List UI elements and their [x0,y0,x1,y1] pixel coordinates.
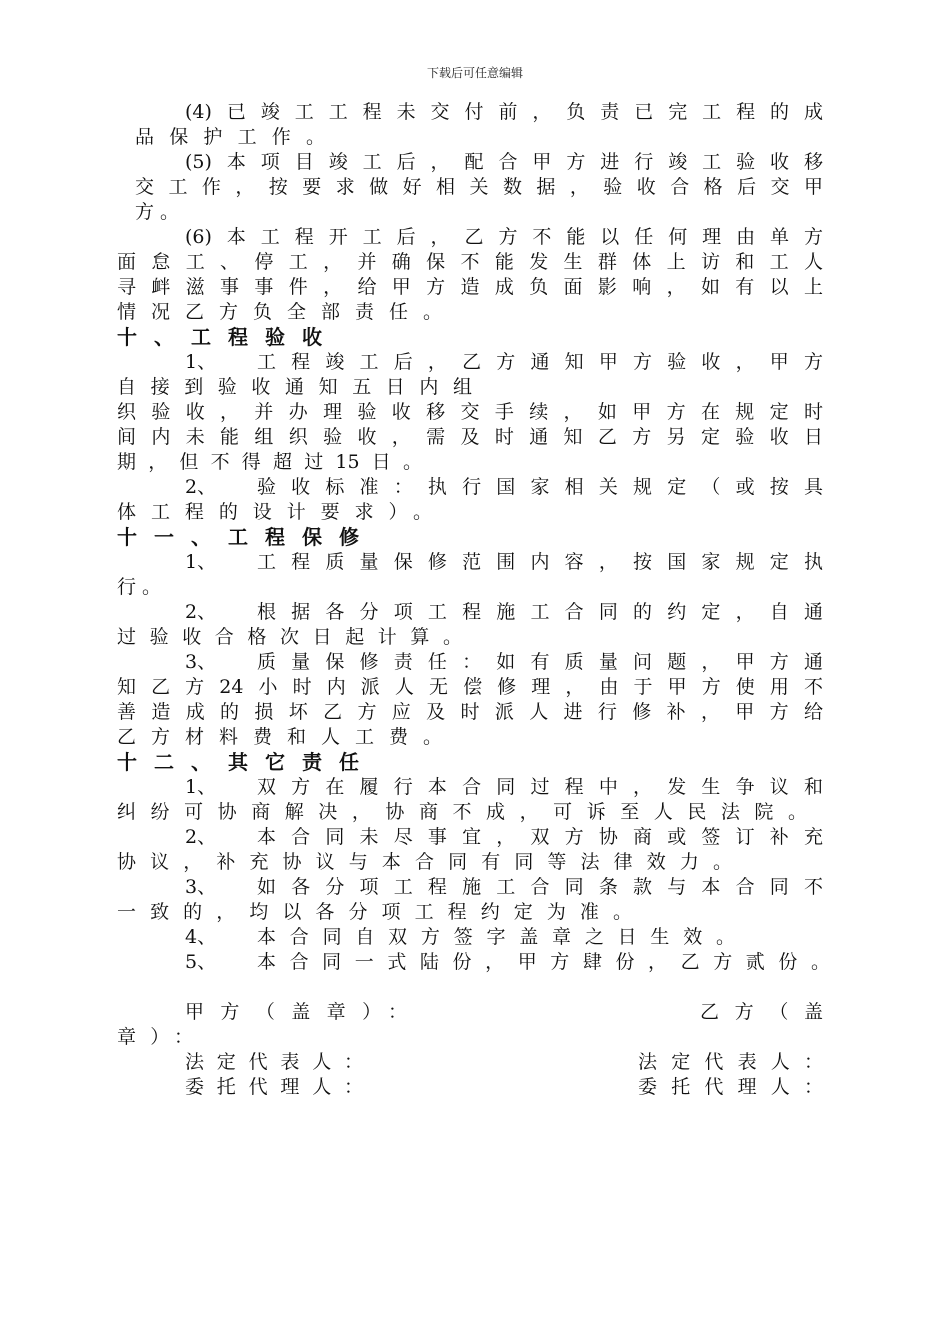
page-header: 下载后可任意编辑 [426,66,523,80]
list-item [185,949,830,975]
party-b-legal-rep: 法定代表人： [638,1051,823,1073]
item-number: 2、 [185,826,217,848]
text-line: 根据各分项工程施工合同的约定，自通 [257,601,823,623]
text-line: (6)本工程开工后，乙方不能以任何理由单方 [185,226,823,248]
text-line: 知乙方24小时内派人无偿修理，由于甲方使用不 [117,676,823,698]
list-item [185,349,823,375]
text-line: 行。 [117,576,168,598]
text-line: 间内未能组织验收，需及时通知乙方另定验收日 [117,426,823,448]
text-line: (5)本项目竣工后，配合甲方进行竣工验收移 [185,151,823,173]
item-number: 2、 [185,476,217,498]
party-b-agent: 委托代理人： [638,1076,823,1098]
list-item [185,824,823,850]
text-line: 协议，补充协议与本合同有同等法律效力。 [117,851,732,873]
text-line: 体工程的设计要求）。 [117,501,432,523]
item-number: 2、 [185,601,217,623]
text-line: 情况乙方负全部责任。 [117,301,442,323]
item-number: 5、 [185,951,217,973]
text-line: 双方在履行本合同过程中，发生争议和 [257,776,823,798]
text-line: 本合同未尽事宜，双方协商或签订补充 [257,826,823,848]
text-line: 过验收合格次日起计算。 [117,626,462,648]
text-line: 乙方材料费和人工费。 [117,726,442,748]
text-line: (4)已竣工工程未交付前，负责已完工程的成 [185,101,823,123]
section-heading: 十二、其它责任 [117,750,376,774]
text-line: 织验收，并办理验收移交手续，如甲方在规定时 [117,401,823,423]
text-line: 品保护工作。 [135,126,325,148]
section-heading: 十、工程验收 [117,325,339,349]
party-a-agent: 委托代理人： [185,1076,363,1098]
text-line: 本合同一式陆份，甲方肆份，乙方贰份。 [257,951,830,973]
item-number: 1、 [185,551,217,573]
text-line: 期，但不得超过15日。 [117,451,422,473]
section-heading: 十一、工程保修 [117,525,376,549]
text-line: 如各分项工程施工合同条款与本合同不 [257,876,823,898]
text-line: 寻衅滋事事件，给甲方造成负面影响，如有以上 [117,276,823,298]
text-line: 验收标准：执行国家相关规定（或按具 [257,476,823,498]
party-a-seal-label: 甲方（盖章）： [185,1001,407,1023]
list-item [185,774,823,800]
list-item [185,874,823,900]
text-line: 本合同自双方签字盖章之日生效。 [257,926,735,948]
list-item [185,599,823,625]
item-number: 1、 [185,351,217,373]
text-line: 纠纷可协商解决，协商不成，可诉至人民法院。 [117,801,807,823]
text-line: 质量保修责任：如有质量问题，甲方通 [257,651,823,673]
list-item [185,924,823,950]
party-a-legal-rep: 法定代表人： [185,1051,363,1073]
party-b-seal-label-cont: 章）： [117,1026,193,1048]
text-line: 自接到验收通知五日内组 [117,376,472,398]
text-line: 工程质量保修范围内容，按国家规定执 [257,551,823,573]
list-item [185,649,823,675]
party-b-seal-label: 乙方（盖 [700,1001,823,1023]
text-line: 面怠工、停工，并确保不能发生群体上访和工人 [117,251,823,273]
text-line: 方。 [135,201,186,223]
item-number: 3、 [185,651,217,673]
text-line: 交工作，按要求做好相关数据，验收合格后交甲 [135,176,823,198]
text-line: 工程竣工后，乙方通知甲方验收，甲方 [257,351,823,373]
item-number: 4、 [185,926,217,948]
text-line: 善造成的损坏乙方应及时派人进行修补，甲方给 [117,701,823,723]
text-line: 一致的，均以各分项工程约定为准。 [117,901,632,923]
item-number: 3、 [185,876,217,898]
list-item [185,474,823,500]
item-number: 1、 [185,776,217,798]
list-item [185,549,823,575]
